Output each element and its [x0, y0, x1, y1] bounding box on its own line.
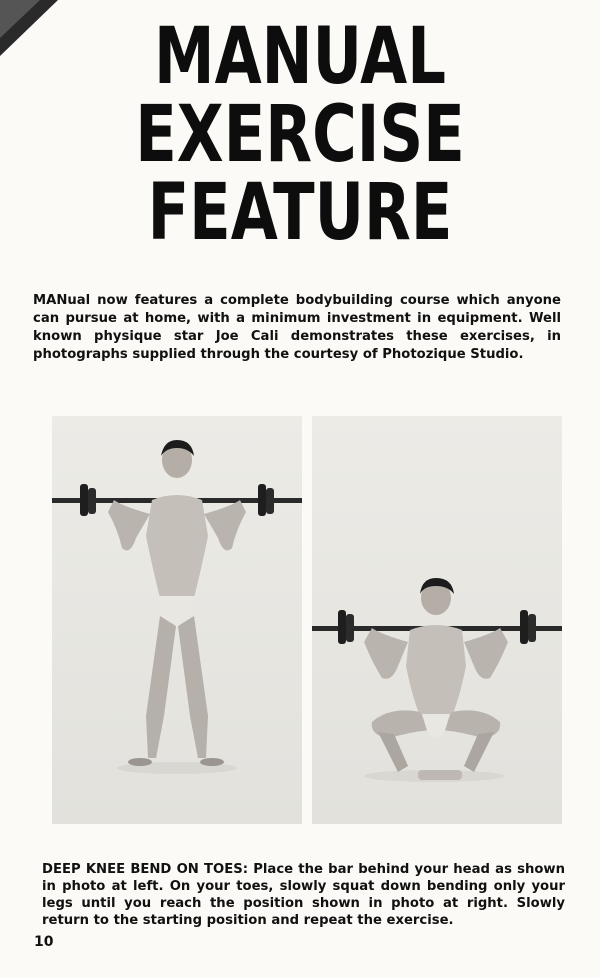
article-title — [66, 12, 534, 258]
intro-paragraph — [33, 292, 561, 364]
page-number: 10 — [34, 934, 54, 950]
intro-text: ual now features a complete bodybuilding course which anyone can pursue at home, with a minimum investment in equipment. Well known physique star Joe Cali demonstrates these exercises, in photographs supplied through the courtesy of Photozique Studio. — [33, 293, 561, 362]
photo-deep-squat-on-toes — [312, 416, 562, 824]
title-line-2: EXERCISE — [135, 90, 465, 180]
exercise-name: DEEP KNEE BEND ON TOES: — [42, 862, 249, 877]
title-line-1: MANUAL — [154, 12, 446, 102]
page-corner-fold — [0, 0, 60, 60]
exercise-caption — [42, 861, 565, 929]
exercise-instructions: Place the bar behind your head as shown in photo at left. On your toes, slowly squat down bending only your legs until you reach the position shown in photo at right. Slowly return to the starting position and repeat the exercise. — [42, 862, 566, 928]
title-line-3: FEATURE — [147, 168, 453, 258]
photo-standing-with-barbell — [52, 416, 302, 824]
intro-lead: MAN — [33, 293, 68, 308]
